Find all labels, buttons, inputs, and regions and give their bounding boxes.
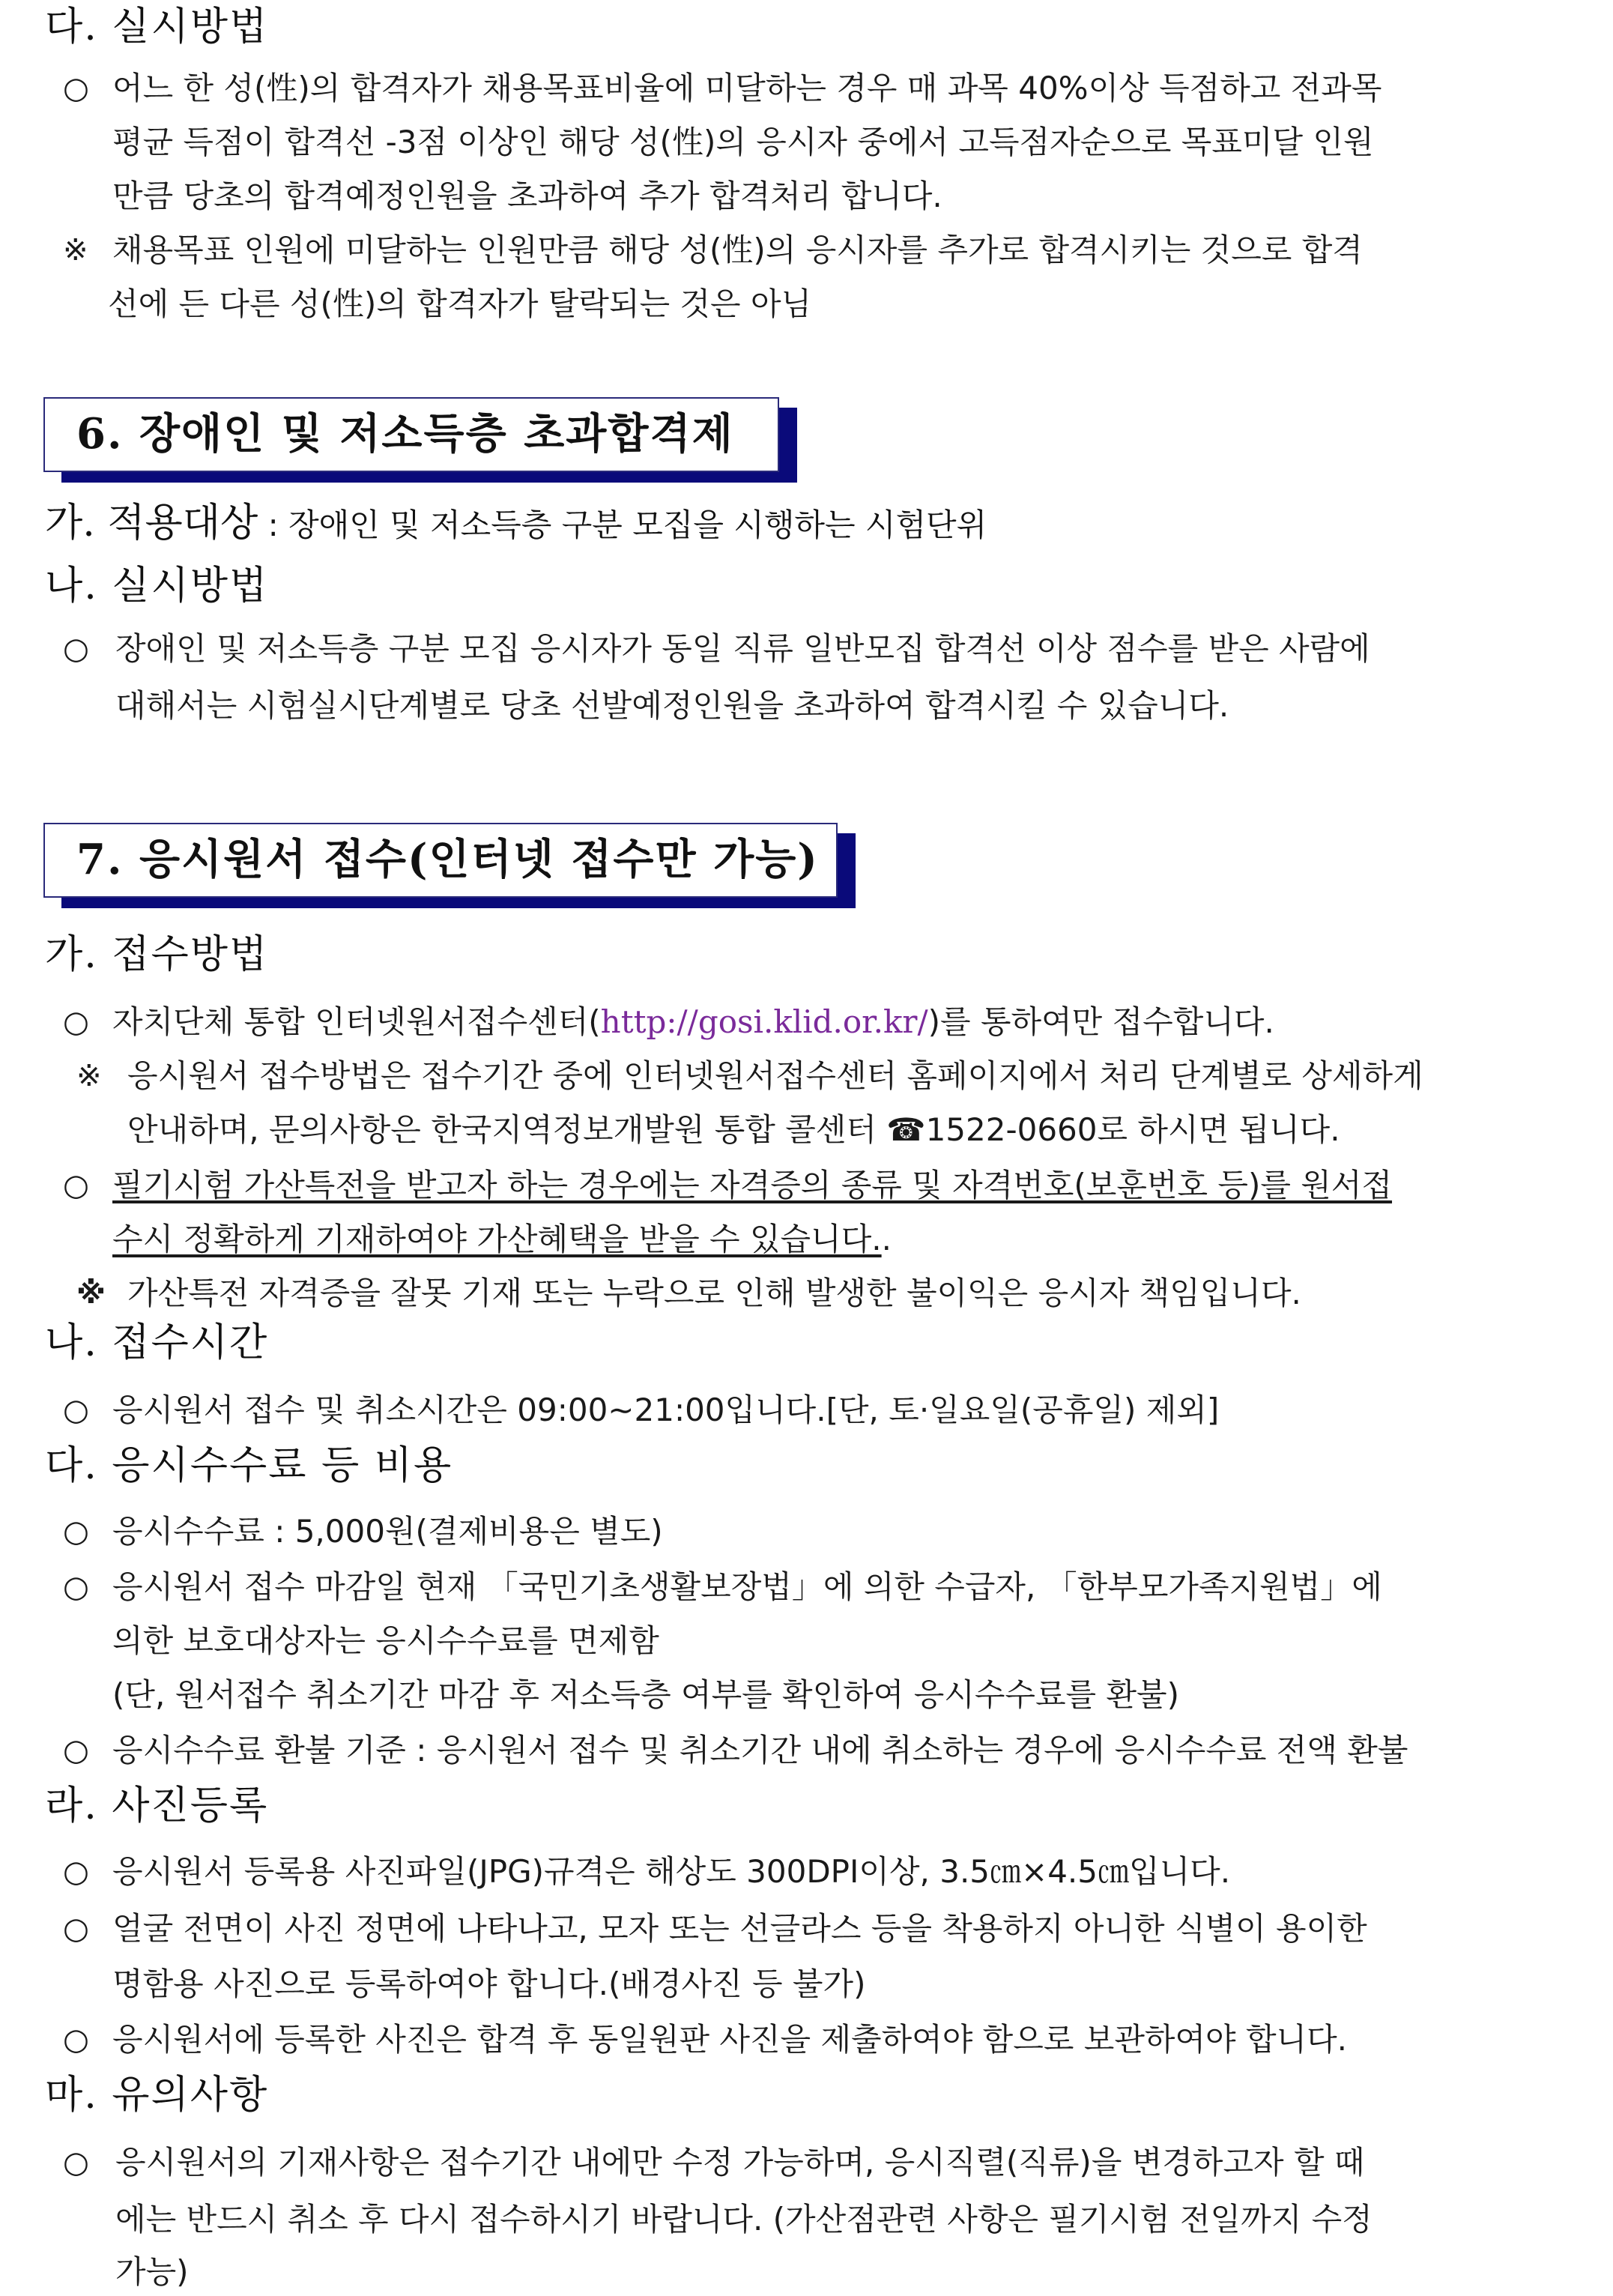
text-line <box>112 1218 892 1260</box>
text-line: 응시원서의 기재사항은 접수기간 내에만 수정 가능하며, 응시직렬(직류)을 변경하고자 할 때 <box>115 2144 1365 2181</box>
text-line: 응시원서 접수 마감일 현재 「국민기초생활보장법」에 의한 수급자, 「한부모가족지원법」에 <box>112 1568 1382 1605</box>
text-line: 가산특전 자격증을 잘못 기재 또는 누락으로 인해 발생한 불이익은 응시자 책임입니다. <box>127 1275 1301 1311</box>
heading-application-method: 가. 접수방법 <box>45 932 269 977</box>
bullet-mark: ○ <box>63 1168 89 1203</box>
heading-precautions: 마. 유의사항 <box>45 2073 269 2118</box>
bullet-mark: ○ <box>63 2022 89 2057</box>
text-line: 가능) <box>115 2253 189 2290</box>
text-line: 얼굴 전면이 사진 정면에 나타나고, 모자 또는 선글라스 등을 착용하지 아니한 식별이 용이한 <box>112 1910 1367 1947</box>
text-fragment: 자치단체 통합 인터넷원서접수센터( <box>112 1003 601 1040</box>
bullet-mark: ○ <box>63 1570 89 1604</box>
bullet-mark: ○ <box>63 1005 89 1039</box>
text-line: 응시원서 접수 및 취소시간은 09:00∼21:00입니다.[단, 토·일요일(공휴일) 제외] <box>112 1392 1220 1428</box>
text-line: 응시원서 접수방법은 접수기간 중에 인터넷원서접수센터 홈페이지에서 처리 단계별로 상세하게 <box>127 1057 1423 1094</box>
text-line: 안내하며, 문의사항은 한국지역정보개발원 통합 콜센터 ☎1522-0660로 하시면 됩니다. <box>127 1111 1340 1148</box>
text-line <box>112 1001 1274 1043</box>
bullet-mark: ○ <box>63 1514 89 1549</box>
text-line: 장애인 및 저소득층 구분 모집 응시자가 동일 직류 일반모집 합격선 이상 점수를 받은 사람에 <box>115 630 1370 667</box>
text-line: 의한 보호대상자는 응시수수료를 면제함 <box>112 1622 659 1659</box>
heading-method-top: 다. 실시방법 <box>45 4 269 49</box>
text-line: 만큼 당초의 합격예정인원을 초과하여 추가 합격처리 합니다. <box>112 178 942 214</box>
text-line: 대해서는 시험실시단계별로 당초 선발예정인원을 초과하여 합격시킬 수 있습니다. <box>115 687 1229 724</box>
text-line: 응시원서 등록용 사진파일(JPG)규격은 해상도 300DPI이상, 3.5㎝×4.5㎝입니다. <box>112 1853 1231 1890</box>
text-line: 평균 득점이 합격선 -3점 이상인 해당 성(性)의 응시자 중에서 고득점자순으로 목표미달 인원 <box>112 124 1374 160</box>
application-center-link[interactable]: http://gosi.klid.or.kr/ <box>600 1003 928 1040</box>
text-line: 어느 한 성(性)의 합격자가 채용목표비율에 미달하는 경우 매 과목 40%이상 득점하고 전과목 <box>112 70 1382 106</box>
note-mark: ※ <box>76 1276 106 1311</box>
section-6-header <box>43 397 779 472</box>
heading-photo-registration: 라. 사진등록 <box>45 1783 269 1828</box>
text-line: 선에 든 다른 성(性)의 합격자가 탈락되는 것은 아님 <box>108 286 812 322</box>
note-mark: ※ <box>63 233 88 268</box>
applicable-target-text: : 장애인 및 저소득층 구분 모집을 시행하는 시험단위 <box>258 507 987 543</box>
bullet-mark: ○ <box>63 1393 89 1428</box>
text-line: 응시수수료 : 5,000원(결제비용은 별도) <box>112 1513 663 1550</box>
text-line: (단, 원서접수 취소기간 마감 후 저소득층 여부를 확인하여 응시수수료를 환불) <box>112 1676 1180 1713</box>
bullet-mark: ○ <box>63 632 89 666</box>
heading-applicable-target: 가. 적용대상 <box>45 501 258 546</box>
heading-exam-fee: 다. 응시수수료 등 비용 <box>45 1443 453 1488</box>
bullet-mark: ○ <box>63 71 89 106</box>
text-line: 필기시험 가산특전을 받고자 하는 경우에는 자격증의 종류 및 자격번호(보훈번호 등)를 원서접 <box>112 1167 1393 1203</box>
text-fragment: . <box>881 1221 892 1257</box>
text-fragment: 수시 정확하게 기재하여야 가산혜택을 받을 수 있습니다. <box>112 1221 882 1257</box>
applicable-target-row <box>45 501 987 548</box>
bullet-mark: ○ <box>63 1912 89 1946</box>
section-6-title: 6. 장애인 및 저소득층 초과합격제 <box>76 409 734 459</box>
text-line: 에는 반드시 취소 후 다시 접수하시기 바랍니다. (가산점관련 사항은 필기시험 전일까지 수정 <box>115 2201 1373 2238</box>
note-mark: ※ <box>76 1059 102 1093</box>
text-line: 응시원서에 등록한 사진은 합격 후 동일원판 사진을 제출하여야 함으로 보관하여야 합니다. <box>112 2021 1348 2058</box>
heading-application-time: 나. 접수시간 <box>45 1320 269 1365</box>
text-fragment: )를 통하여만 접수합니다. <box>927 1003 1274 1040</box>
section-7-title: 7. 응시원서 접수(인터넷 접수만 가능) <box>76 835 819 884</box>
section-7-header <box>43 823 838 898</box>
text-line: 응시수수료 환불 기준 : 응시원서 접수 및 취소기간 내에 취소하는 경우에 응시수수료 전액 환불 <box>112 1732 1408 1768</box>
heading-method-6: 나. 실시방법 <box>45 564 269 608</box>
bullet-mark: ○ <box>63 1733 89 1768</box>
text-line: 채용목표 인원에 미달하는 인원만큼 해당 성(性)의 응시자를 추가로 합격시키는 것으로 합격 <box>112 232 1363 268</box>
bullet-mark: ○ <box>63 2145 89 2180</box>
bullet-mark: ○ <box>63 1855 89 1889</box>
text-line: 명함용 사진으로 등록하여야 합니다.(배경사진 등 불가) <box>112 1966 866 2002</box>
